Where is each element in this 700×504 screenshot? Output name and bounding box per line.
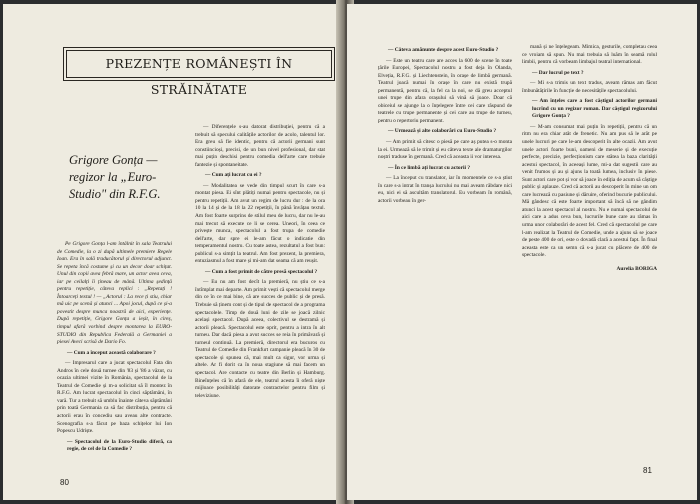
- paragraph: Pe Grigore Gonța l-am întâlnit în sala Teatrului de Comedie, la o zi după ultimele premiere Regele Ioan. Era în sală traducătorul și directorul adjunct. Se repeta încă costume și cu un decor doar schițat. Unul din copii avea febră mare, un actor avea ceva, iar pe ceilalți îi țineau de mână. Ultima ședință pentru repetiție, câteva replici : „Repetați ! Întoarceți textul ! — „Actorul : La rece ți stiu, chiar mă uic pe scenă și atunci ... Apoi jocul, după ce și-a povestit despre munca noastră de aici, experiențe. După repetiție, Grigore Gonța a ieșit, în cireș, timpul afară vorbind despre montarea la EURO-STUDIO din Republica Federală a Germaniei a piesei Aveci scrisă de Dario Fo.: [57, 241, 172, 346]
- page-number-left: 80: [60, 478, 69, 487]
- left-column-1: [57, 241, 172, 471]
- section-header: [66, 50, 332, 97]
- question-heading: — Urmează și alte colaborări cu Euro-Studio ?: [388, 128, 497, 135]
- question-heading: — Cum a început această colaborare ?: [67, 349, 156, 356]
- paragraph: — Am primit să citesc o piesă pe care aș putea s-o monta la ei. Urmează să le trimit și eu câteva texte ale dramaturgilor noștri traduse în germană. Cred că aceasta ii vor interesa.: [378, 139, 512, 161]
- question-heading: — Cum a fost primit de către presă spectacolul ?: [205, 268, 318, 275]
- paragraph: — Diferențele s-au datorat distribuției, pentru că a trebuit să specului calitățile actorilor de acolo, talentul lor. Era greu să fie identic, pentru că actorii germani sunt constiincioși, precisi, de un bun nivel profesional, dar stat mai puțin deschisi pentru comedia dell'arte care trebuie fantezie și spontaneitate.: [195, 124, 325, 168]
- right-page: [347, 4, 697, 500]
- paragraph: — Modalitatea se vede din timpul scurt în care s-a montat piesa. Ei sînt plătiți numai pentru spectacole, nu și pentru repetiții. Am avut un regim de lucru dur : de la ora 10 la 14 și de la 18 la 22 repetiții, în până învățau textul. Am fost foarte surprins de stilul meu de lucru, dar nu le-au mai trecut să execute ce li se cerea. Uneori, în ceea ce privește munca, spectacolul a fost trupa de comedie dell'arte, dar spre ei le-am făcut o indicatie din temperamentul nostru. Cu toate astea, rezultatul a fost bun: publicul s-a simțit la teatrul. Am fost prezent, la premiera, entuziasmul a fost mare și mi-am dat seama că am reușit.: [195, 182, 325, 265]
- author-signature: Aurelia BORIGA: [616, 265, 657, 272]
- article-title: Grigore Gonța — regizor la „Euro-Studio" din R.F.G.: [69, 153, 161, 201]
- paragraph: — Eu nu am fost decît la premieră, nu știu ce s-a întîmplat mai departe. Am primit vești că spectacolul merge din ce în ce mai bine, că are succes de public și de presă. Trebuie să ținem cont și de tipul de spectacol de a programa spectacolele. Timp de două luni de zile se joacă zilnic același spectacol. După aceea, colectivul se destramă și actorii pleacă. Spectacolul este oprit, pentru a intra în alt turneu. Dar dacă piesa a avut succes se reia în primăvară și turneul continuă. La premieră, directorul era bucuros cu Teatrul de Comedie din Frankfurt campanie pleacă în 30 de spectacole și spunea că, mai mult ca sigur, vor urma și altele. Ar fi dorit ca în noua stagiune să mai facem un spectacol. Are contacte cu teatre din Berlin și Hamburg. Bineînțeles că în afară de ele, teatrul acesta îi oferă niște mijloace posibilități datorate contractelor pentru film și televiziune.: [195, 279, 325, 399]
- question-heading: — Spectacolul de la Euro-Studio diferă, ca regie, de cel de la Comedie ?: [67, 438, 172, 453]
- question-heading: — Cum ați lucrat cu ei ?: [205, 172, 262, 179]
- right-column-1: [378, 44, 512, 384]
- paragraph: — Este un teatru care are acces la 600 de scene în toate țările Europei, Spectacolul nostru a fost deja în Olanda, Elveția, R.F.G. și Liechtenstein, în orașe de limbă germană. Teatrul joacă numai în orașe în care nu există trupă permanentă, pentru că, la fel ca la noi, se dă greu acceptul unei trupe din afara orașului să vină să joace. Doar că obiceiul se ajunge la o înțelegere între cei care răspund de teatrele cu trupe permanente și cei care au trupe de turneu, pentru o repertoriu permanent.: [378, 57, 512, 124]
- right-column-2: [522, 44, 657, 374]
- paragraph: — La început cu translator, iar în momentele ce s-a știut în care s-a intrat în tranșa lucrului nu mai aveam răbdare nici eu, nici ei să ascultăm translatorul. Eu vorbeam în română, actorii vorbeau în ger-: [378, 175, 512, 204]
- paragraph: mană și ne înțelegeam. Mimica, gesturile, completau ceea ce vroiam să spun. Nu mai trebuia să luăm în seamă rolul limbii, pentru că vorbeam limbajul teatral international.: [522, 44, 657, 66]
- page-number-right: 81: [643, 466, 652, 475]
- left-column-2: [195, 124, 325, 484]
- paragraph: — Mi s-a trimis un text tradus, aveam rămas am făcut îmbunătățirile în funcție de necesitățile spectacolului.: [522, 80, 657, 94]
- question-heading: — Dar lucrul pe text ?: [532, 69, 584, 76]
- question-heading: — Am înțeles care a fost câștigul actorilor germani lucrînd cu un regizor roman. Dar câștigul regizorului Grigore Gonța ?: [532, 98, 657, 120]
- paragraph: — M-am consumat mai puțin în repetiții, pentru că un ritm nu era chiar atât de frenetic. Nu am pus să le arăt pe unele lucruri pe care le-am descoperit în alte ocazii. Am avut unele actori foarte buni, oameni de meserie și de execuție perfecte, precizie, perfecționism care stătea la baza clarității acestui spectacol, în aceeași lume, mi-a dat sugestii care au venit frumos și au și ajuns la toată lumea, inclusiv în piese. Sunt actori care pot și vor să joace în ediția de acum să câștige public și aplauze. Cred că actorii au descoperit în mine un om care lucrează cu pasiune și dăruire, oferind bucurie publicului. Mă gândesc că este foarte important să încă să ne gândim atunci la acest spectacol al nostru. Nu e numai spectacolul de aici care a adus ceva bun, lucrurile bune care au rămas în urma unor colaborări de acest fel. Cred că spectacolul pe care l-am realizat la Teatrul de Comedie, unde a ajuns să se joace de peste 400 de ori, este o dovadă clară a acestui fapt. În final aceasta este ca un semn că s-a jucat cu plăcere de 400 de spectacole.: [522, 123, 657, 259]
- left-page: [3, 4, 343, 500]
- question-heading: — În ce limbă ați lucrat cu actorii ?: [388, 164, 471, 171]
- question-heading: — Câteva amănunte despre acest Euro-Studio ?: [388, 47, 499, 53]
- paragraph: — Impresarul care a jucat spectacolul Fata din Andros în cele două turnee din '83 și '86 a văzut, cu ocazia ultimei vizite în România, spectacolul de la Teatrul de Comedie și m-a solicitat să îl montez în R.F.G. Am lucrat spectacolul în cinci săptămâni, în vară. Tur a trebuit să umblu înainte câteva săptămâni prin toată Germania ca să fac distribuția, pentru că actorii erau în concediu sau aveau alte contracte. Scenografia s-a făcut pe baza schițelor lui Ion Popescu Udriște.: [57, 360, 172, 435]
- section-header-text: PREZENȚE ROMÂNEȘTI ÎN STRĂINĂTATE: [105, 56, 293, 97]
